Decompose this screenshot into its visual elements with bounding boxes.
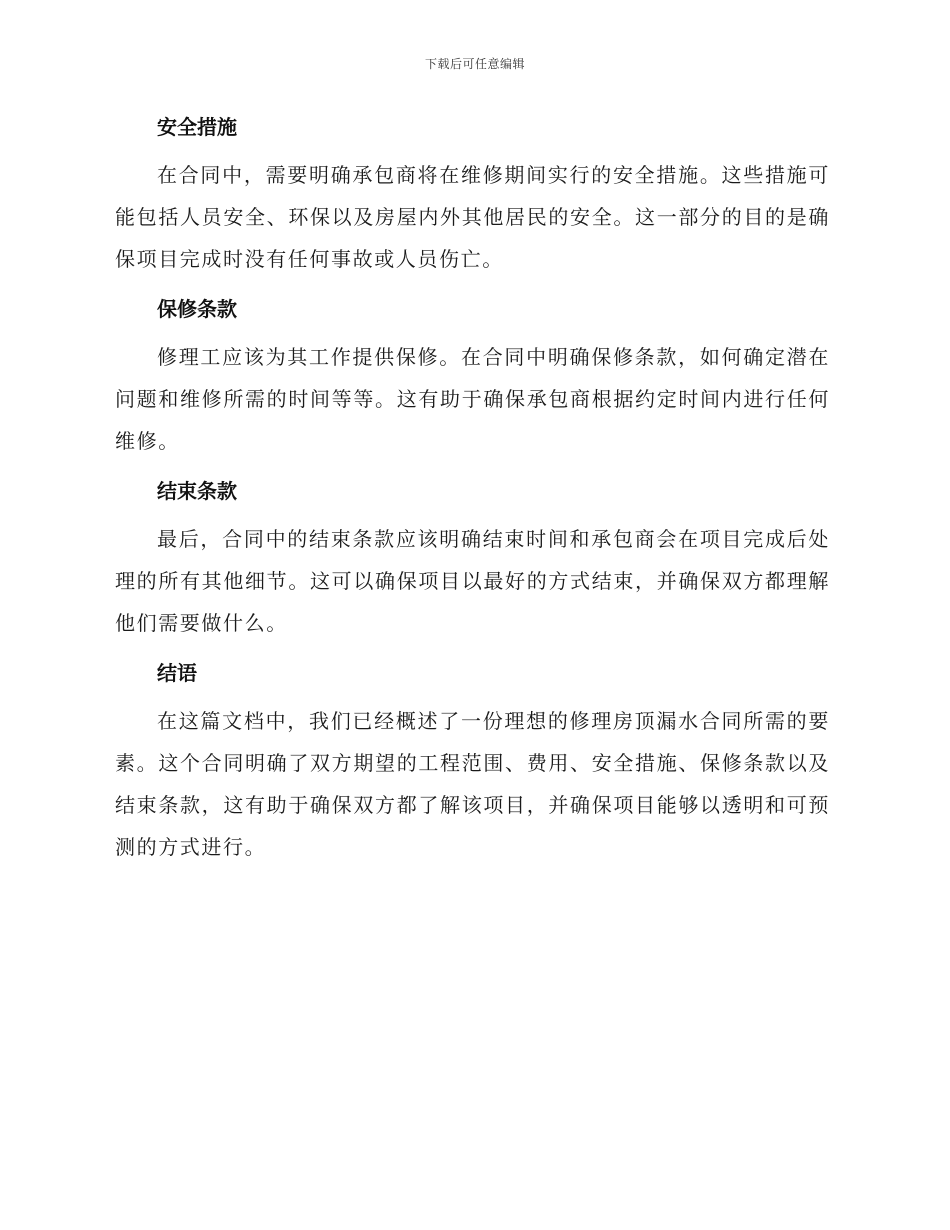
- section-warranty-terms: [115, 292, 830, 462]
- section-paragraph: 最后，合同中的结束条款应该明确结束时间和承包商会在项目完成后处理的所有其他细节。这可以确保项目以最好的方式结束，并确保双方都理解他们需要做什么。: [115, 527, 830, 635]
- section-heading: 结语: [157, 661, 197, 685]
- section-paragraph: 在合同中，需要明确承包商将在维修期间实行的安全措施。这些措施可能包括人员安全、环保以及房屋内外其他居民的安全。这一部分的目的是确保项目完成时没有任何事故或人员伤亡。: [115, 163, 830, 271]
- page-header-note: 下载后可任意编辑: [424, 57, 525, 71]
- section-paragraph: 在这篇文档中，我们已经概述了一份理想的修理房顶漏水合同所需的要素。这个合同明确了双方期望的工程范围、费用、安全措施、保修条款以及结束条款，这有助于确保双方都了解该项目，并确保项目能够以透明和可预测的方式进行。: [115, 709, 830, 859]
- section-termination-terms: [115, 474, 830, 644]
- section-heading: 保修条款: [157, 297, 237, 321]
- section-conclusion: [115, 656, 830, 868]
- section-heading: 安全措施: [157, 115, 237, 139]
- section-heading: 结束条款: [157, 479, 237, 503]
- section-paragraph: 修理工应该为其工作提供保修。在合同中明确保修条款，如何确定潜在问题和维修所需的时间等等。这有助于确保承包商根据约定时间内进行任何维修。: [115, 345, 830, 453]
- section-safety-measures: [115, 110, 830, 280]
- document-content: [115, 110, 830, 880]
